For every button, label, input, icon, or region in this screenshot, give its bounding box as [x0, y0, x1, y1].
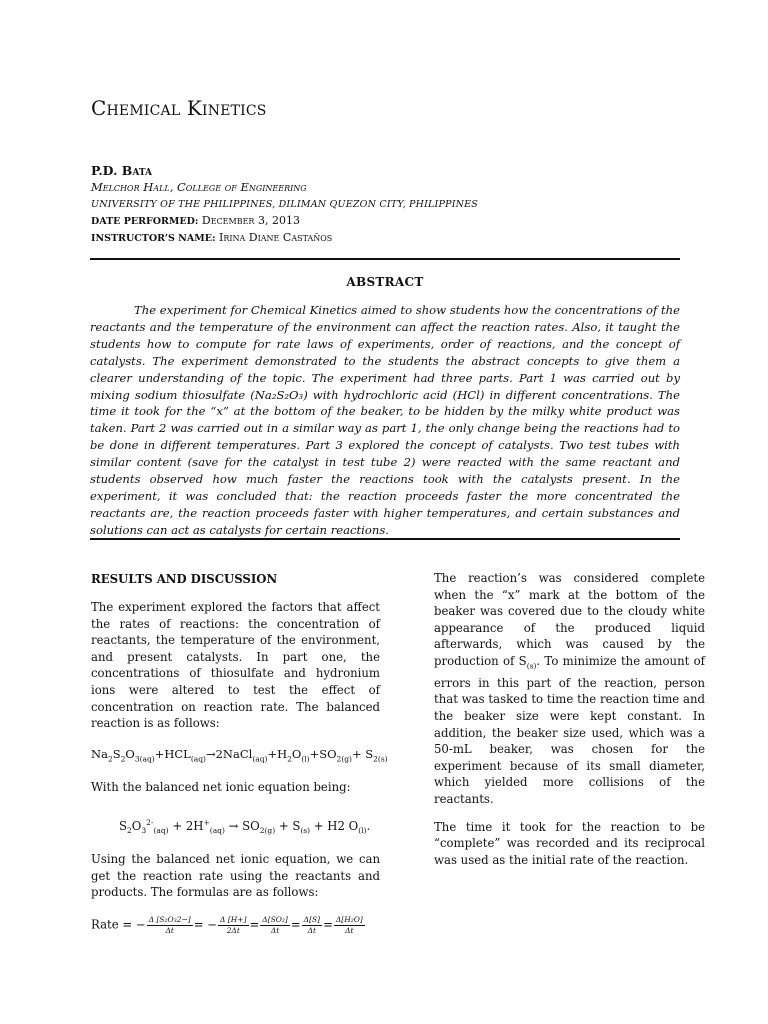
rate-equation: Rate = − $\frac{\text{Δ [S₂O₃2−]}}{\Delta t}$ = − $\frac{\Delta [H+]}{2\Delta t}$ = $\frac{\text{Δ[SO₂]}}{\Delta t}$ = $\frac{\Delta[S]}{\Delta t}$ = $\frac{\text{Δ[H₂O]}}{\Delta t}$ [91, 914, 363, 935]
date-performed [91, 213, 691, 230]
abstract-text: The experiment for Chemical Kinetics aimed to show students how the concentrations of the reactants and the temperature of the environment can affect the reaction rates. Also, it taught the students how to compute for rate laws of experiments, order of reactions, and the concept of catalysts. The experiment demonstrated to the students the abstract concepts to give them a clearer understanding of the topic. The experiment had three parts. Part 1 was carried out by mixing sodium thiosulfate (Na₂S₂O₃) with hydrochloric acid (HCl) in different concentrations. The time it took for the “x” at the bottom of the beaker, to be hidden by the milky white product was taken. Part 2 was carried out in a similar way as part 1, the only change being the reactions had to be done in different temperatures. Part 3 explored the concept of catalysts. Two test tubes with similar content (save for the catalyst in test tube 2) were reacted with the same reactant and students observed how much faster the reactions took with the catalysts present. In the experiment, it was concluded that: the reaction proceeds faster the more concentrated the reactants are, the reaction proceeds faster with higher temperatures, and certain substances and solutions can act as catalysts for certain reactions. [90, 303, 680, 537]
balanced-reaction-equation: $Na_2S_2O_{3(aq)}+HCL_{(aq)}\to 2NaCl_{(aq)}+H_2O_{(l)}+SO_{2(g)}+ S_{2(s)}$ [91, 746, 388, 764]
university: UNIVERSITY OF THE PHILIPPINES, DILIMAN QUEZON CITY, PHILIPPINES [91, 199, 478, 210]
net-ionic-equation: $S_2O_3^{2-}_{(aq)} + 2H^+_{(aq)} \to SO_{2(g)} + S_{(s)} + H2$ $O_{(l)}$. [119, 818, 371, 836]
author-block [91, 162, 691, 247]
results-heading: RESULTS AND DISCUSSION [91, 572, 278, 586]
bottom-rule [90, 538, 680, 540]
right-column [434, 570, 705, 868]
instructor-value: Irina Diane Castaños [219, 231, 333, 244]
date-label: DATE PERFORMED: [91, 216, 199, 227]
left-column [91, 570, 388, 936]
top-rule [90, 258, 680, 260]
results-paragraph-5: The time it took for the reaction to be “complete” was recorded and its reciprocal was used as the initial rate of the reaction. [434, 819, 705, 867]
paper-title: Chemical Kinetics [91, 96, 267, 120]
abstract-heading: ABSTRACT [346, 275, 424, 289]
results-paragraph-2: With the balanced net ionic equation being: [91, 779, 351, 794]
instructor-label: INSTRUCTOR’S NAME: [91, 233, 216, 244]
instructor-line [91, 230, 691, 247]
date-value: December 3, 2013 [201, 214, 300, 227]
author-name: P.D. Bata [91, 163, 153, 178]
results-paragraph-4: The reaction’s was considered complete when the “x” mark at the bottom of the beaker was covered due to the cloudy white appearance of the produced liquid afterwards, which was caused by the production of $S_{(s)}$. To minimize the amount of errors in this part of the reaction, person that was tasked to time the reaction time and the beaker size were kept constant. In addition, the beaker size used, which was a 50-mL beaker, was chosen for the experiment because of its small diameter, which yielded more collisions of the reactants. [434, 571, 705, 807]
affiliation: Melchor Hall, College of Engineering [91, 180, 307, 194]
results-paragraph-1: The experiment explored the factors that affect the rates of reactions: the concentration of reactants, the temperature of the environment, and present catalysts. In part one, the concentrations of thiosulfate and hydronium ions were altered to test the effect of concentration on reaction rate. The balanced reaction is as follows: [91, 600, 380, 731]
results-paragraph-3: Using the balanced net ionic equation, we can get the reaction rate using the reactants and products. The formulas are as follows: [91, 852, 380, 900]
rate-label: Rate = [91, 917, 133, 932]
